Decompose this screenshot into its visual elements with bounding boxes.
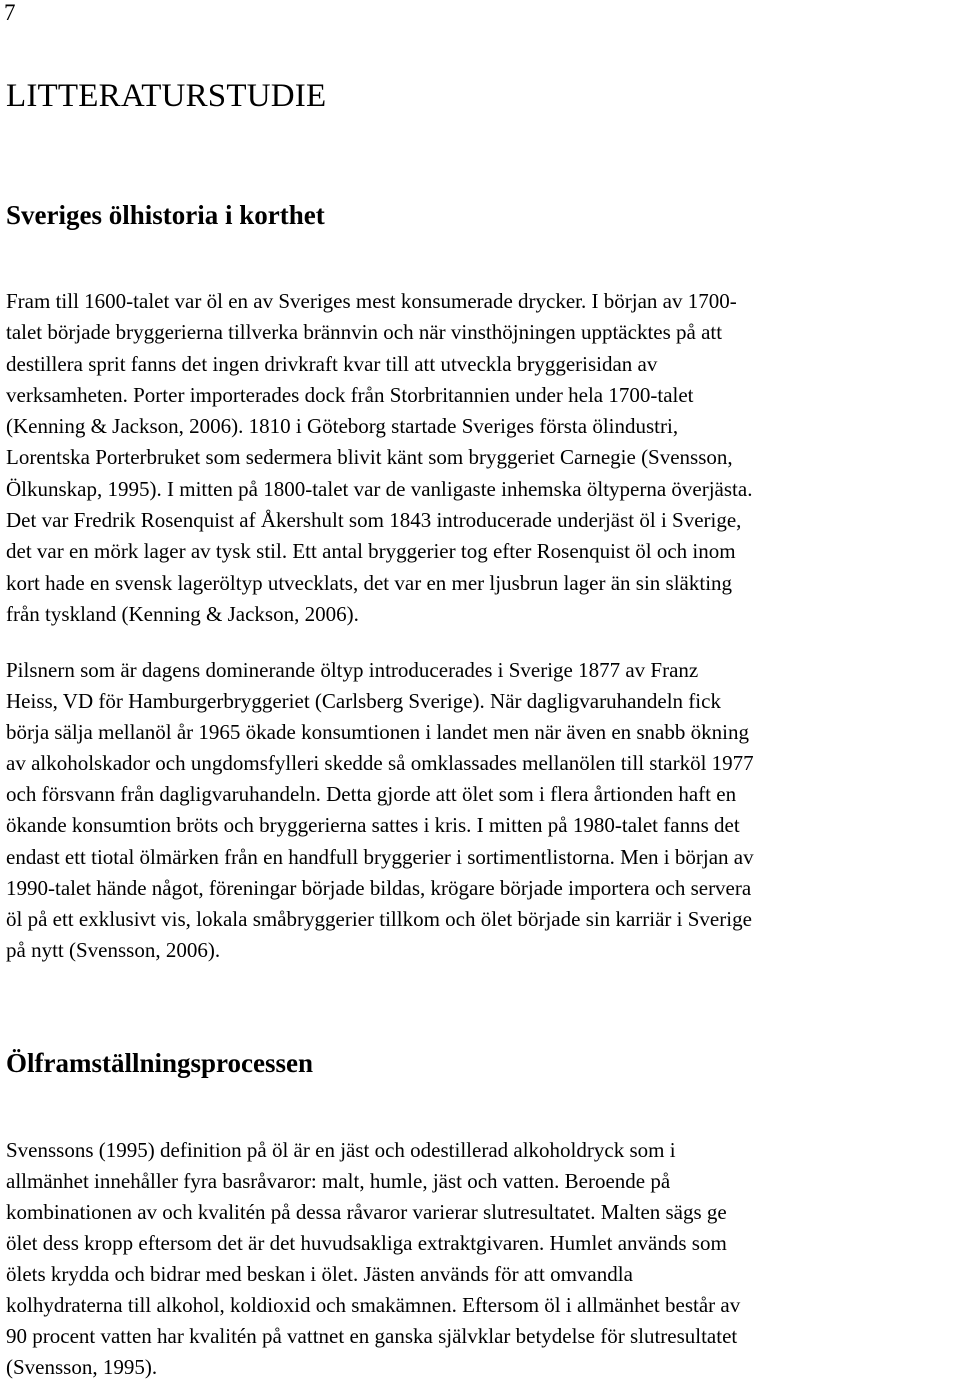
text-line: av alkoholskador och ungdomsfylleri skedde så omklassades mellanölen till starköl 1977 bbox=[6, 751, 754, 776]
paragraph-beer-history-1 bbox=[6, 286, 956, 630]
text-line: (Kenning & Jackson, 2006). 1810 i Göteborg startade Sveriges första ölindustri, bbox=[6, 414, 679, 439]
text-line: Det var Fredrik Rosenquist af Åkershult som 1843 introducerade underjäst öl i Sverige, bbox=[6, 508, 742, 533]
text-line: Ölkunskap, 1995). I mitten på 1800-talet var de vanligaste inhemska öltyperna överjästa. bbox=[6, 476, 753, 501]
text-line: kolhydraterna till alkohol, koldioxid och smakämnen. Eftersom öl i allmänhet består av bbox=[6, 1293, 741, 1317]
text-line: 1990-talet hände något, föreningar började bildas, krögare började importera och servera bbox=[6, 875, 752, 900]
text-line: endast ett tiotal ölmärken från en handfull bryggerier i sortimentlistorna. Men i början av bbox=[6, 844, 754, 869]
text-line: kombinationen av och kvalitén på dessa råvaror varierar slutresultatet. Malten sägs ge bbox=[6, 1200, 727, 1224]
text-line: Pilsnern som är dagens dominerande öltyp introducerades i Sverige 1877 av Franz bbox=[6, 658, 699, 682]
text-line: från tyskland (Kenning & Jackson, 2006). bbox=[6, 601, 359, 626]
page-number: 7 bbox=[4, 0, 16, 25]
text-line: öl på ett exklusivt vis, lokala småbryggerier tillkom och ölet började sin karriär i Sverige bbox=[6, 906, 752, 931]
text-line: destillera sprit fanns det ingen drivkraft kvar till att utveckla bryggerisidan av bbox=[6, 351, 658, 376]
text-line: ökande konsumtion bröts och bryggerierna sattes i kris. I mitten på 1980-talet fanns det bbox=[6, 813, 740, 838]
chapter-title: LITTERATURSTUDIE bbox=[6, 78, 327, 114]
text-line: talet började bryggerierna tillverka brännvin och när vinsthöjningen upptäcktes på att bbox=[6, 320, 723, 345]
text-line: på nytt (Svensson, 2006). bbox=[6, 937, 221, 962]
text-line: allmänhet innehåller fyra basråvaror: malt, humle, jäst och vatten. Beroende på bbox=[6, 1169, 671, 1193]
text-line: kort hade en svensk lageröltyp utvecklats, det var en mer ljusbrun lager än sin släkting bbox=[6, 570, 733, 595]
section-heading-beer-history: Sveriges ölhistoria i korthet bbox=[6, 200, 325, 230]
text-line: ölets krydda och bidrar med beskan i ölet. Jästen används för att omvandla bbox=[6, 1262, 633, 1286]
paragraph-brewing-process-1 bbox=[6, 1135, 956, 1383]
text-line: och försvann från dagligvaruhandeln. Detta gjorde att ölet som i flera årtionden haft en bbox=[6, 782, 737, 807]
text-line: börja sälja mellanöl år 1965 ökade konsumtionen i landet men när även en snabb ökning bbox=[6, 720, 749, 745]
text-line: verksamheten. Porter importerades dock från Storbritannien under hela 1700-talet bbox=[6, 382, 694, 407]
text-line: det var en mörk lager av tysk stil. Ett antal bryggerier tog efter Rosenquist öl och inom bbox=[6, 539, 736, 564]
text-line: 90 procent vatten har kvalitén på vattnet en ganska självklar betydelse för slutresultatet bbox=[6, 1324, 738, 1348]
paragraph-beer-history-2 bbox=[6, 655, 956, 966]
text-line: ölet dess kropp eftersom det är det huvudsakliga extraktgivaren. Humlet används som bbox=[6, 1231, 727, 1255]
text-line: Lorentska Porterbruket som sedermera blivit känt som bryggeriet Carnegie (Svensson, bbox=[6, 445, 733, 470]
text-line: Fram till 1600-talet var öl en av Sveriges mest konsumerade drycker. I början av 1700- bbox=[6, 289, 737, 313]
text-line: Svenssons (1995) definition på öl är en jäst och odestillerad alkoholdryck som i bbox=[6, 1138, 676, 1162]
text-line: (Svensson, 1995). bbox=[6, 1355, 158, 1379]
section-heading-brewing-process: Ölframställningsprocessen bbox=[6, 1048, 314, 1078]
text-line: Heiss, VD för Hamburgerbryggeriet (Carlsberg Sverige). När dagligvaruhandeln fick bbox=[6, 689, 721, 714]
